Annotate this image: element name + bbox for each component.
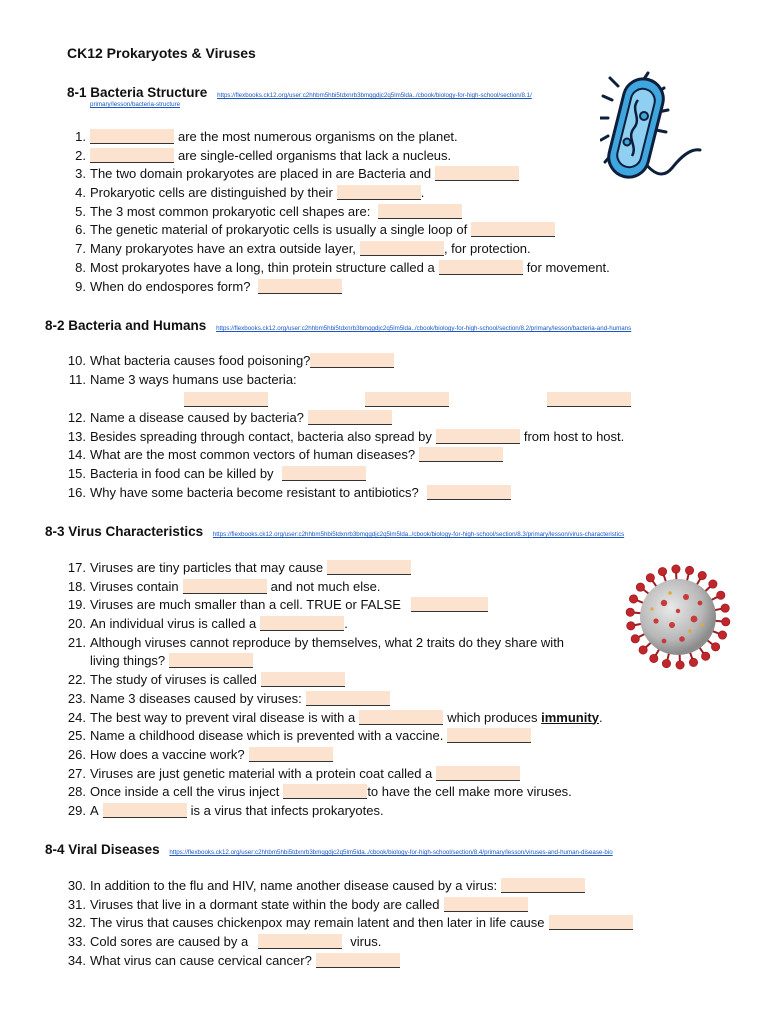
- answer-blank[interactable]: [90, 148, 174, 163]
- question-item: 25. Name a childhood disease which is prevented with a vaccine.: [90, 727, 603, 746]
- virus-spike-head: [718, 631, 726, 639]
- question-item: 34. What virus can cause cervical cancer?: [90, 952, 637, 971]
- virus-spike-head: [672, 565, 680, 573]
- question-item: 24. The best way to prevent viral disease is with a which produces immunity.: [67, 709, 603, 725]
- section-title: 8-4 Viral Diseases: [45, 842, 160, 857]
- section-title: 8-3 Virus Characteristics: [45, 524, 204, 539]
- virus-spike-head: [689, 658, 697, 666]
- question-item: 33. Cold sores are caused by a virus.: [67, 934, 382, 950]
- question-item: 13. Besides spreading through contact, bacteria also spread by from host to host.: [67, 428, 625, 444]
- section-heading-8-4: [45, 842, 613, 857]
- answer-blank[interactable]: [435, 166, 519, 181]
- question-item: 5. The 3 most common prokaryotic cell shapes are:: [90, 203, 610, 222]
- virus-spike-head: [662, 659, 670, 667]
- virus-spike-head: [722, 618, 730, 626]
- question-item: 21. Although viruses cannot reproduce by themselves, what 2 traits do they share with: [67, 634, 565, 650]
- question-list-8-3: [67, 559, 603, 821]
- section-title: 8-1 Bacteria Structure: [67, 85, 208, 100]
- question-item: 3. The two domain prokaryotes are placed in are Bacteria and: [90, 165, 610, 184]
- answer-blank[interactable]: [103, 803, 187, 818]
- answer-blank[interactable]: [411, 597, 488, 612]
- answer-blank[interactable]: [549, 915, 633, 930]
- section-heading-8-3: [45, 524, 624, 539]
- question-item: 11. Name 3 ways humans use bacteria:: [68, 371, 297, 387]
- question-item: 1. are the most numerous organisms on the planet.: [75, 129, 458, 144]
- virus-spike-head: [721, 604, 729, 612]
- question-item: 6. The genetic material of prokaryotic cells is usually a single loop of: [90, 221, 610, 240]
- answer-blank[interactable]: [249, 747, 333, 762]
- answer-blank[interactable]: [436, 766, 520, 781]
- answer-blank[interactable]: [258, 934, 342, 949]
- question-item: 19. Viruses are much smaller than a cell. TRUE or FALSE: [90, 596, 603, 615]
- answer-blank[interactable]: [365, 392, 449, 407]
- section-heading-8-1: [67, 85, 532, 100]
- answer-blank[interactable]: [439, 260, 523, 275]
- question-item: 12. Name a disease caused by bacteria?: [90, 409, 624, 428]
- question-item: 8. Most prokaryotes have a long, thin protein structure called a for movement.: [75, 259, 610, 275]
- answer-blank[interactable]: [447, 728, 531, 743]
- question-item: 32. The virus that causes chickenpox may remain latent and then later in life cause: [90, 914, 637, 933]
- answer-blank[interactable]: [419, 447, 503, 462]
- answer-blank[interactable]: [360, 241, 444, 256]
- question-list-8-1: [75, 128, 610, 296]
- question-item: 16. Why have some bacteria become resistant to antibiotics?: [90, 484, 624, 503]
- question-item: 14. What are the most common vectors of human diseases?: [90, 446, 624, 465]
- answer-blank[interactable]: [308, 410, 392, 425]
- section-link[interactable]: https://flexbooks.ck12.org/user:c2hhbm5hbi5tdxnrb3bmqgdjc2q5lm5lda../cbook/biology-for-high-school/section/8.4/primary/lesson/viruses-and-human-disease-bio: [169, 849, 613, 856]
- virus-spike-head: [658, 567, 666, 575]
- question-list-8-4: [67, 877, 637, 970]
- answer-blank[interactable]: [501, 878, 585, 893]
- virus-spike-head: [717, 591, 725, 599]
- answer-blank[interactable]: [183, 579, 267, 594]
- answer-blank[interactable]: [378, 204, 462, 219]
- section-heading-8-2: [45, 318, 631, 333]
- question-item: 7. Many prokaryotes have an extra outside layer, , for protection.: [75, 241, 531, 257]
- question-item: 2. are single-celled organisms that lack a nucleus.: [75, 147, 452, 163]
- answer-blank[interactable]: [547, 392, 631, 407]
- answer-blank[interactable]: [359, 710, 443, 725]
- section-link[interactable]: https://flexbooks.ck12.org/user:c2hhbm5hbi5tdxnrb3bmqgdjc2q5lm5lda../cbook/biology-for-high-school/section/8.1/: [217, 92, 532, 99]
- virus-spike-head: [709, 580, 717, 588]
- question-item: 30. In addition to the flu and HIV, name another disease caused by a virus:: [90, 877, 637, 896]
- question-item: 15. Bacteria in food can be killed by: [90, 465, 624, 484]
- answer-blank[interactable]: [310, 353, 394, 368]
- answer-blank[interactable]: [90, 129, 174, 144]
- question-item: 4. Prokaryotic cells are distinguished by their .: [75, 185, 425, 201]
- virus-spike-head: [685, 566, 693, 574]
- virus-spike-head: [701, 652, 709, 660]
- answer-blank[interactable]: [427, 485, 511, 500]
- virus-spike-head: [676, 661, 684, 669]
- virus-spike-head: [626, 608, 634, 616]
- question-item: 10. What bacteria causes food poisoning?: [90, 352, 398, 371]
- answer-blank[interactable]: [306, 691, 390, 706]
- virus-spike-head: [698, 571, 706, 579]
- question-item: 22. The study of viruses is called: [90, 671, 603, 690]
- answer-blank[interactable]: [471, 222, 555, 237]
- question-item: 20. An individual virus is called a .: [67, 616, 348, 632]
- virus-spike-head: [636, 583, 644, 591]
- bacterium-icon: [600, 70, 706, 190]
- virus-spike-head: [646, 574, 654, 582]
- answer-blank[interactable]: [260, 616, 344, 631]
- section-link[interactable]: https://flexbooks.ck12.org/user:c2hhbm5hbi5tdxnrb3bmqgdjc2q5lm5lda../cbook/biology-for-high-school/section/8.3/primary/lesson/virus-characteristics: [212, 531, 625, 538]
- virus-spike-head: [639, 646, 647, 654]
- question-item: 29. A is a virus that infects prokaryotes.: [67, 802, 384, 818]
- question-item: 23. Name 3 diseases caused by viruses:: [90, 690, 603, 709]
- question-item: 18. Viruses contain and not much else.: [67, 578, 381, 594]
- question-item: 27. Viruses are just genetic material with a protein coat called a: [90, 765, 603, 784]
- section-link[interactable]: https://flexbooks.ck12.org/user:c2hhbm5hbi5tdxnrb3bmqgdjc2q5lm5lda../cbook/biology-for-high-school/section/8.2/primary/lesson/bacteria-and-humans: [216, 325, 632, 332]
- answer-blank[interactable]: [436, 429, 520, 444]
- virus-spike-head: [629, 595, 637, 603]
- question-item: 31. Viruses that live in a dormant state within the body are called: [90, 896, 637, 915]
- question-item: 9. When do endospores form?: [90, 278, 610, 297]
- virus-spike-head: [627, 622, 635, 630]
- page-title: CK12 Prokaryotes & Viruses: [67, 45, 256, 61]
- question-list-8-2: [67, 352, 398, 389]
- answer-blank[interactable]: [169, 653, 253, 668]
- answer-blank[interactable]: [184, 392, 268, 407]
- virus-icon: [624, 563, 732, 671]
- answer-blank[interactable]: [283, 784, 367, 799]
- virus-spike-head: [631, 635, 639, 643]
- answer-blank[interactable]: [258, 279, 342, 294]
- virus-spike-head: [650, 654, 658, 662]
- virus-spike-head: [711, 643, 719, 651]
- question-item: 26. How does a vaccine work?: [90, 746, 603, 765]
- answer-blank[interactable]: [282, 466, 366, 481]
- answer-blank[interactable]: [261, 672, 345, 687]
- answer-blank[interactable]: [316, 953, 400, 968]
- question-item: 28. Once inside a cell the virus inject to have the cell make more viruses.: [67, 784, 572, 800]
- question-list-8-2b: [67, 409, 625, 502]
- answer-blank[interactable]: [327, 560, 411, 575]
- answer-blank[interactable]: [337, 185, 421, 200]
- section-title: 8-2 Bacteria and Humans: [45, 318, 207, 333]
- question-item: 17. Viruses are tiny particles that may cause: [90, 559, 603, 578]
- answer-blank[interactable]: [444, 897, 528, 912]
- question-item: living things?: [90, 652, 603, 671]
- section-link-cont[interactable]: primary/lesson/bacteria-structure: [90, 101, 181, 108]
